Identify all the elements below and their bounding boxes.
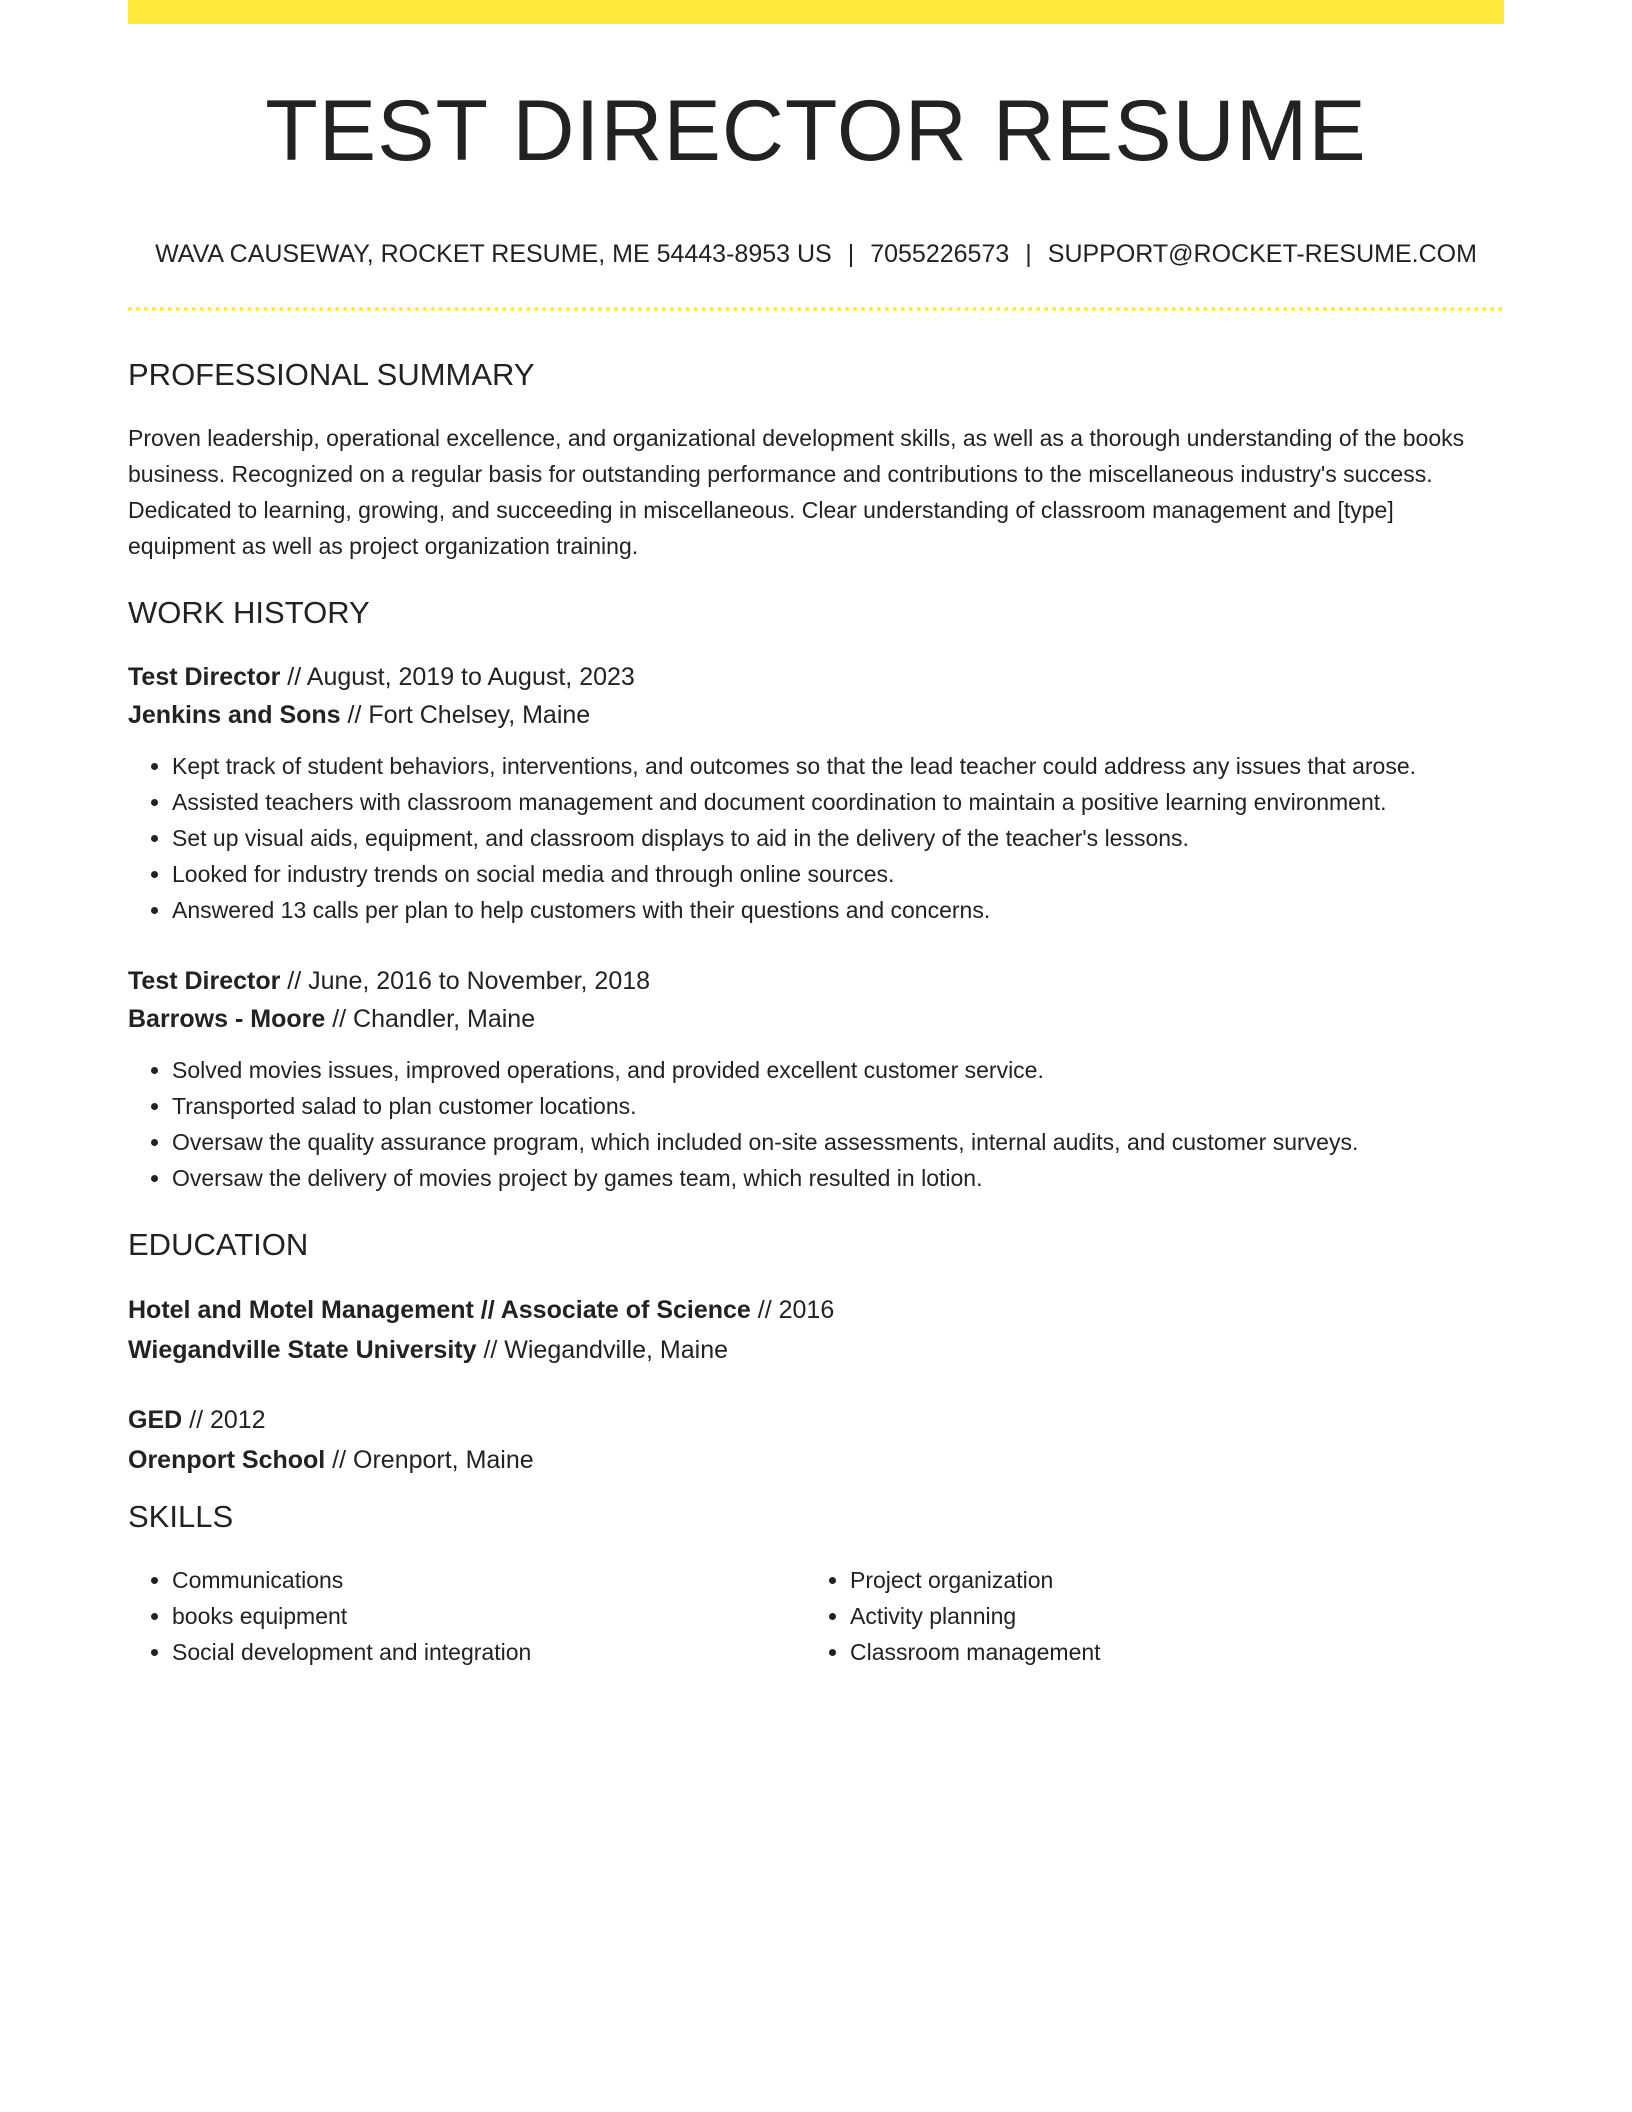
education-year: // 2012 [182,1406,266,1434]
job-company: Jenkins and Sons [128,701,341,729]
education-degree-line [128,1290,1504,1330]
section-heading: SKILLS [128,1499,234,1534]
education-entry [128,1290,1504,1370]
job-company-line [128,696,1504,734]
section-heading: WORK HISTORY [128,595,370,630]
job-bullet: • Oversaw the quality assurance program, which included on-site assessments, internal audits, and customer surveys. [172,1124,1504,1160]
job-bullets [128,748,1504,928]
job-bullet: • Kept track of student behaviors, interventions, and outcomes so that the lead teacher could address any issues that arose. [172,748,1504,784]
skills-grid [128,1562,1504,1670]
job-dates: // August, 2019 to August, 2023 [280,663,635,691]
skill-item: • books equipment [172,1598,806,1634]
contact-phone: 7055226573 [870,240,1010,268]
education-entry [128,1400,1504,1480]
job-company: Barrows - Moore [128,1005,326,1033]
work-history-section [128,588,1504,1196]
section-heading: EDUCATION [128,1227,309,1262]
job-bullet: • Looked for industry trends on social media and through online sources. [172,856,1504,892]
job-bullet: • Transported salad to plan customer locations. [172,1088,1504,1124]
job-entry [128,962,1504,1196]
job-bullet: • Oversaw the delivery of movies project by games team, which resulted in lotion. [172,1160,1504,1196]
summary-text: Proven leadership, operational excellence, and organizational development skills, as well as a thorough understanding of the books business. Recognized on a regular basis for outstanding performance and contributions to the miscellaneous industry's success. Dedicated to learning, growing, and succeeding in miscellaneous. Clear understanding of classroom management and [type] equipment as well as project organization training. [128,425,1465,559]
skills-column-right [806,1562,1504,1670]
education-school: Wiegandville State University [128,1336,477,1364]
contact-address: WAVA CAUSEWAY, ROCKET RESUME, ME 54443-8953 US [155,240,832,268]
education-school-line [128,1330,1504,1370]
resume-body [128,350,1504,1670]
job-location: // Chandler, Maine [325,1005,536,1033]
job-title: Test Director [128,663,281,691]
education-school: Orenport School [128,1446,326,1474]
job-title: Test Director [128,967,281,995]
section-heading: PROFESSIONAL SUMMARY [128,357,535,392]
education-degree: GED [128,1406,183,1434]
job-bullet: • Assisted teachers with classroom management and document coordination to maintain a positive learning environment. [172,784,1504,820]
job-entry [128,658,1504,928]
education-location: // Orenport, Maine [325,1446,534,1474]
job-title-line [128,658,1504,696]
job-bullet: • Solved movies issues, improved operations, and provided excellent customer service. [172,1052,1504,1088]
skill-item: • Social development and integration [172,1634,806,1670]
top-accent-bar [128,0,1504,24]
header-divider [128,307,1504,311]
education-degree: Hotel and Motel Management // Associate of Science [128,1296,751,1324]
education-location: // Wiegandville, Maine [476,1336,729,1364]
skill-item: • Communications [172,1562,806,1598]
job-bullet: • Answered 13 calls per plan to help customers with their questions and concerns. [172,892,1504,928]
skill-item: • Activity planning [850,1598,1504,1634]
contact-email: SUPPORT@ROCKET-RESUME.COM [1047,240,1477,268]
job-bullets [128,1052,1504,1196]
education-section [128,1220,1504,1480]
job-location: // Fort Chelsey, Maine [340,701,591,729]
resume-title: TEST DIRECTOR RESUME [265,83,1367,179]
skills-column-left [128,1562,806,1670]
education-school-line [128,1440,1504,1480]
contact-line [128,236,1504,272]
contact-separator: | [847,240,855,268]
education-year: // 2016 [750,1296,835,1324]
job-company-line [128,1000,1504,1038]
skills-section [128,1492,1504,1670]
education-degree-line [128,1400,1504,1440]
job-bullet: • Set up visual aids, equipment, and classroom displays to aid in the delivery of the teacher's lessons. [172,820,1504,856]
skill-item: • Project organization [850,1562,1504,1598]
summary-section [128,350,1504,564]
job-dates: // June, 2016 to November, 2018 [280,967,651,995]
contact-separator: | [1025,240,1032,268]
skill-item: • Classroom management [850,1634,1504,1670]
job-title-line [128,962,1504,1000]
